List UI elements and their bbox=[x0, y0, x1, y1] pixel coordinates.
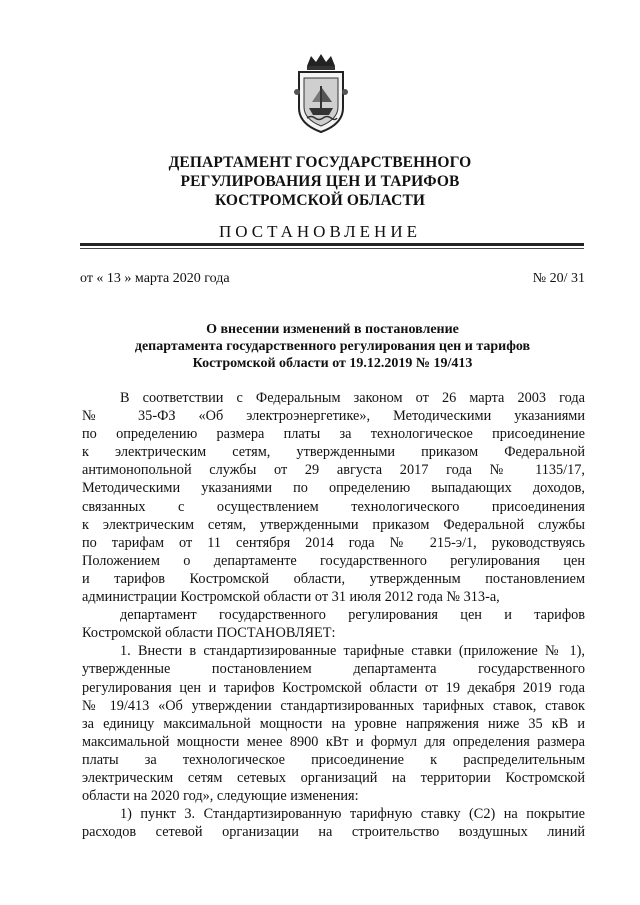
body-line: антимонопольной службы от 29 августа 2017 года № 1135/17, bbox=[82, 462, 585, 479]
department-line: РЕГУЛИРОВАНИЯ ЦЕН И ТАРИФОВ bbox=[180, 173, 460, 190]
body-line: № 35-ФЗ «Об электроэнергетике», Методическими указаниями bbox=[82, 408, 585, 425]
body-line: Положением о департаменте государственного регулирования цен bbox=[82, 552, 585, 569]
body-line: Методическими указаниями по определению выпадающих доходов, bbox=[82, 480, 585, 497]
header-divider-thick bbox=[80, 243, 584, 246]
body-line: 1. Внести в стандартизированные тарифные ставки (приложение № 1), bbox=[120, 643, 585, 660]
body-line: департамент государственного регулирования цен и тарифов bbox=[120, 607, 585, 624]
body-line: и тарифов Костромской области, утвержденным постановлением bbox=[82, 570, 585, 587]
body-line: администрации Костромской области от 31 июля 2012 года № 313-а, bbox=[82, 589, 500, 606]
department-line: ДЕПАРТАМЕНТ ГОСУДАРСТВЕННОГО bbox=[168, 154, 472, 171]
body-line: по тарифам от 11 сентября 2014 года № 215-э/1, руководствуясь bbox=[82, 534, 585, 551]
body-line: Костромской области ПОСТАНОВЛЯЕТ: bbox=[82, 625, 336, 642]
subject-line: О внесении изменений в постановление bbox=[206, 322, 459, 337]
body-line: области на 2020 год», следующие изменения: bbox=[82, 788, 359, 805]
subject-line: Костромской области от 19.12.2019 № 19/413 bbox=[192, 356, 473, 371]
body-line: за единицу максимальной мощности на уровне напряжения ниже 35 кВ и bbox=[82, 715, 585, 732]
body-line: к электрическим сетям, утвержденными приказом Федеральной службы bbox=[82, 516, 585, 533]
document-date: от « 13 » марта 2020 года bbox=[80, 271, 230, 286]
header-divider-thin bbox=[80, 248, 584, 249]
body-line: по определению размера платы за технологическое присоединение bbox=[82, 426, 585, 443]
department-line: КОСТРОМСКОЙ ОБЛАСТИ bbox=[214, 192, 426, 209]
body-line: 1) пункт 3. Стандартизированную тарифную ставку (С2) на покрытие bbox=[120, 806, 585, 823]
department-name bbox=[0, 153, 640, 210]
body-line: связанных с осуществлением технологического присоединения bbox=[82, 498, 585, 515]
body-line: утвержденные постановлением департамента государственного bbox=[82, 661, 585, 678]
subject-line: департамента государственного регулирования цен и тарифов bbox=[134, 339, 531, 354]
body-line: к электрическим сетям, утвержденными приказом Федеральной bbox=[82, 444, 585, 461]
body-line: В соответствии с Федеральным законом от 26 марта 2003 года bbox=[120, 390, 585, 406]
body-line: регулирования цен и тарифов Костромской области от 19 декабря 2019 года bbox=[82, 679, 585, 696]
body-line: № 19/413 «Об утверждении стандартизированных тарифных ставок, ставок bbox=[82, 697, 585, 714]
body-line: максимальной мощности менее 8900 кВт и формул для определения размера bbox=[82, 733, 585, 750]
document-subject bbox=[80, 321, 585, 372]
coat-of-arms-emblem bbox=[293, 52, 349, 136]
body-line: электрическим сетям сетевых организаций на территории Костромской bbox=[82, 769, 585, 786]
body-line: платы за технологическое присоединение к распределительным bbox=[82, 751, 585, 768]
body-line: расходов сетевой организации на строительство воздушных линий bbox=[82, 824, 585, 841]
document-body bbox=[82, 389, 585, 841]
document-number: № 20/ 31 bbox=[532, 271, 585, 286]
document-type-title: ПОСТАНОВЛЕНИЕ bbox=[218, 222, 421, 241]
